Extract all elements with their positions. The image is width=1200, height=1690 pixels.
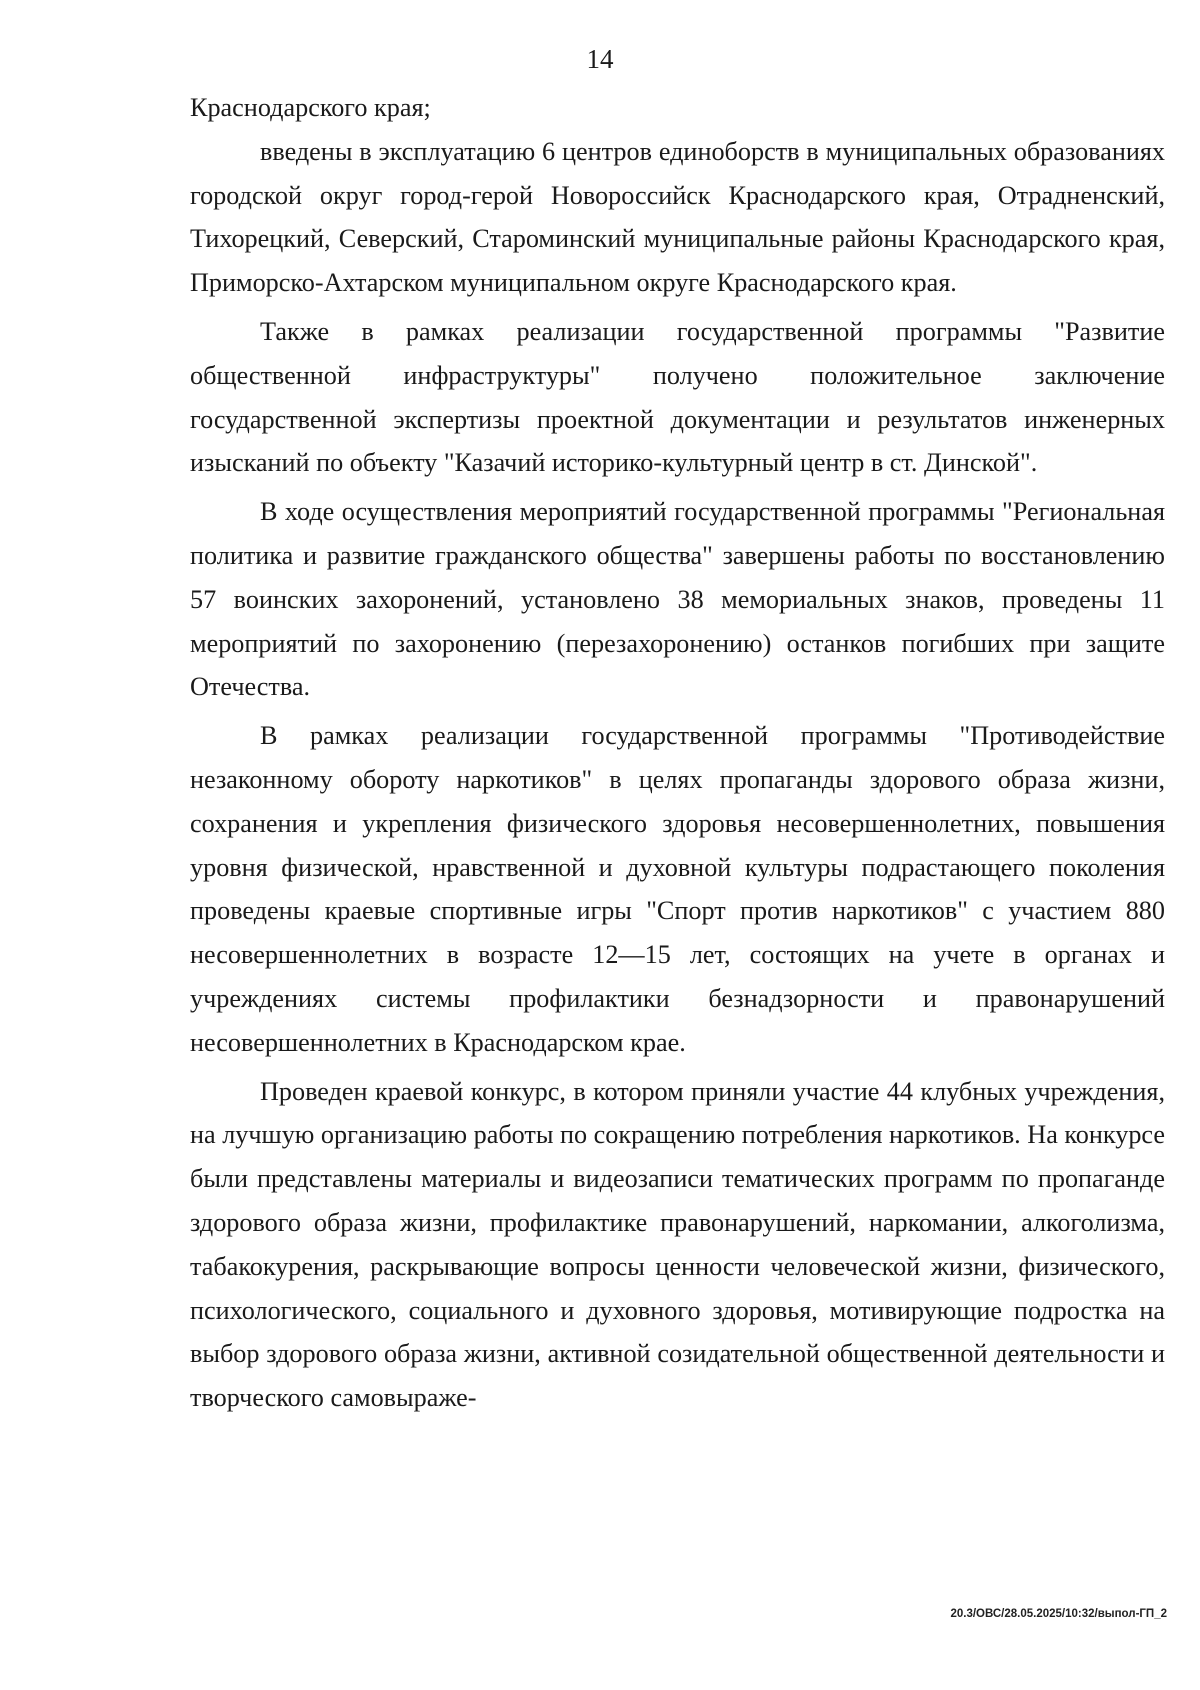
page-number: 14 bbox=[586, 44, 614, 74]
paragraph-continuation: Краснодарского края; bbox=[190, 93, 431, 122]
paragraph-regional-contest: Проведен краевой конкурс, в котором приняли участие 44 клубных учреждения, на лучшую организацию работы по сокращению потребления наркотиков. На конкурсе были представлены материалы и видеозаписи тематических программ по пропаганде здорового образа жизни, профилактике правонарушений, наркомании, алкоголизма, табакокурения, раскрывающие вопросы ценности человеческой жизни, физического, психологического, социального и духовного здоровья, мотивирующие подростка на выбор здорового образа жизни, активной созидательной общественной деятельности и творческого самовыраже- bbox=[190, 1076, 1165, 1413]
document-footer-code: 20.3/ОВС/28.05.2025/10:32/выпол-ГП_2 bbox=[950, 1608, 1167, 1620]
paragraph-regional-policy: В ходе осуществления мероприятий государственной программы "Региональная политика и развитие гражданского общества" завершены работы по восстановлению 57 воинских захоронений, установлено 38 мемориальных знаков, проведены 11 мероприятий по захоронению (перезахоронению) останков погибших при защите Отечества. bbox=[190, 497, 1165, 702]
paragraph-martial-arts-centers: введены в эксплуатацию 6 центров единоборств в муниципальных образованиях городской округ город-герой Новороссийск Краснодарского края, Отрадненский, Тихорецкий, Северский, Староминский муниципальные районы Краснодарского края, Приморско-Ахтарском муниципальном округе Краснодарского края. bbox=[190, 136, 1165, 298]
paragraph-public-infrastructure: Также в рамках реализации государственной программы "Развитие общественной инфраструктуры" получено положительное заключение государственной экспертизы проектной документации и результатов инженерных изысканий по объекту "Казачий историко-культурный центр в ст. Динской". bbox=[190, 316, 1165, 478]
document-body bbox=[190, 86, 1165, 1420]
paragraph-anti-drug-program: В рамках реализации государственной программы "Противодействие незаконному обороту наркотиков" в целях пропаганды здорового образа жизни, сохранения и укрепления физического здоровья несовершеннолетних, повышения уровня физической, нравственной и духовной культуры подрастающего поколения проведены краевые спортивные игры "Спорт против наркотиков" с участием 880 несовершеннолетних в возрасте 12—15 лет, состоящих на учете в органах и учреждениях системы профилактики безнадзорности и правонарушений несовершеннолетних в Краснодарском крае. bbox=[190, 721, 1165, 1057]
